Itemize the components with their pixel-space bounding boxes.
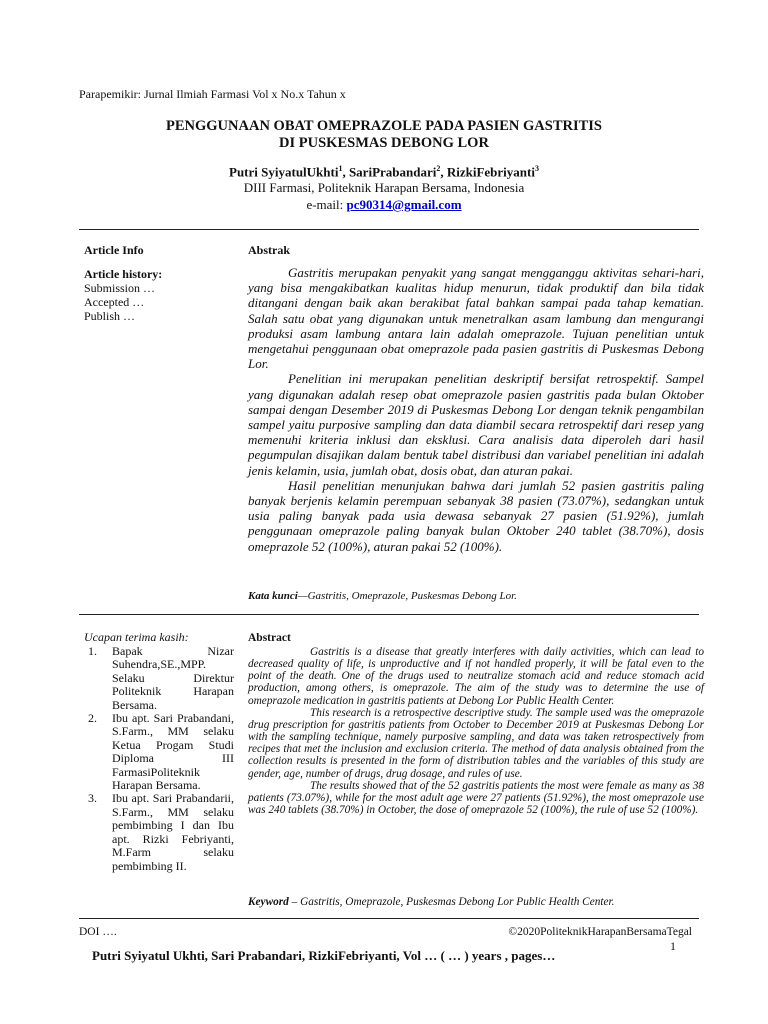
list-item xyxy=(84,792,234,872)
publish: Publish … xyxy=(84,309,136,323)
copyright: ©2020PoliteknikHarapanBersamaTegal xyxy=(508,926,692,938)
accepted: Accepted … xyxy=(84,295,145,309)
acknowledgement-title: Ucapan terima kasih: xyxy=(84,630,189,644)
abstract-paragraph-1: Gastritis is a disease that greatly interferes with daily activities, which can lead to decreased quality of life, is unproductive and if not handled properly, it will be fatal even to the point of the death. One of the drugs used to neutralize stomach acid and reduce stomach acid production, among others, is omeprazole. The aim of the study was to determine the use of omeprazole medication in gastritis patients at Debong Lor Public Health Center. xyxy=(248,646,704,707)
submission: Submission … xyxy=(84,281,156,295)
keyword-label: Keyword xyxy=(248,896,289,908)
acknowledgement-list xyxy=(84,645,234,873)
abstract-paragraph-2: This research is a retrospective descriptive study. The sample used was the omeprazole drug prescription for gastritis patients from October to December 2019 at Puskesmas Debong Lor with the sampling technique, namely purposive sampling, and data was taken retrospectively from recipes that met the inclusion and exclusion criteria. The method of data analysis obtained from the collection results is presented in the form of distribution tables and the variables of this study are gender, age, number of drugs, drug dosage, and rules of use. xyxy=(248,706,704,780)
abstract-paragraph-3: The results showed that of the 52 gastritis patients the most were female as many as 38 patients (73.07%), while for the most adult age were 27 patients (51.92%), the most omeprazole use was 240 tablets (38.70%) in October, the dose of omeprazole 52 (100%), the rule of use 52 (100%). xyxy=(248,779,704,817)
list-item xyxy=(84,712,234,792)
authors: Putri SyiyatulUkhti$^1$, SariPrabandari$^2$, RizkiFebriyanti$^3$ xyxy=(229,164,539,180)
doi: DOI …. xyxy=(79,926,117,938)
kata-kunci-label: Kata kunci xyxy=(248,590,298,602)
author-3-sup: 3 xyxy=(534,164,539,173)
list-item-number: 1. xyxy=(88,644,97,658)
abstrak-paragraph-1: Gastritis merupakan penyakit yang sangat mengganggu aktivitas sehari-hari, yang bisa mengakibatkan kualitas hidup menurun, tidak produktif dan bila tidak ditangani dengan baik akan berakibat fatal bahkan sampai pada tahap kematian. Salah satu obat yang digunakan untuk menetralkan asam lambung dan mengurangi produksi asam lambung antara lain adalah omeprazole. Tujuan penelitian untuk mengetahui penggunaan obat omeprazole pada pasien gastritis di Puskesmas Debong Lor. xyxy=(248,265,704,372)
abstrak-body xyxy=(248,265,704,554)
page-number: 1 xyxy=(670,939,676,953)
email-link[interactable]: pc90314@gmail.com xyxy=(346,197,462,212)
list-item-text: Ibu apt. Sari Prabandani, S.Farm., MM selaku Ketua Progam Studi Diploma III FarmasiPoliteknik Harapan Bersama. xyxy=(112,711,234,793)
kata-kunci-text: —Gastritis, Omeprazole, Puskesmas Debong Lor. xyxy=(297,590,517,602)
abstract-title: Abstract xyxy=(248,632,291,644)
middle-rule xyxy=(79,614,699,615)
author-1: Putri SyiyatulUkhti xyxy=(229,164,339,180)
list-item-text: Ibu apt. Sari Prabandarii, S.Farm., MM selaku pembimbing I dan Ibu apt. Rizki Febriyanti, M.Farm selaku pembimbing II. xyxy=(112,791,234,873)
keywords xyxy=(248,896,704,908)
abstrak-paragraph-2: Penelitian ini merupakan penelitian deskriptif bersifat retrospektif. Sampel yang digunakan adalah resep obat omeprazole pasien gastritis pada bulan Oktober sampai dengan Desember 2019 di Puskesmas Debong Lor dengan teknik pengambilan sampel yaitu purposive sampling dan data diambil secara retrospektif dari resep yang memenuhi kriteria inklusi dan eksklusi. Cara analisis data diperoleh dari hasil pegumpulan disajikan dalam bentuk tabel distribusi dan variabel penelitian ini adalah jenis kelamin, usia, jumlah obat, dosis obat, dan aturan pakai. xyxy=(248,371,704,478)
list-item-number: 3. xyxy=(88,791,97,806)
article-history-title: Article history: xyxy=(84,267,163,281)
list-item-text: Bapak Nizar Suhendra,SE.,MPP. Selaku Direktur Politeknik Harapan Bersama. xyxy=(112,644,234,712)
email-line xyxy=(0,197,768,213)
author-1-sup: 1 xyxy=(338,164,343,173)
title-line-2: DI PUSKESMAS DEBONG LOR xyxy=(279,135,489,151)
citation-footer: Putri Syiyatul Ukhti, Sari Prabandari, RizkiFebriyanti, Vol … ( … ) years , pages… xyxy=(92,948,556,963)
paper-title xyxy=(0,118,768,152)
bottom-rule xyxy=(79,918,699,919)
journal-header: Parapemikir: Jurnal Ilmiah Farmasi Vol x No.x Tahun x xyxy=(79,87,346,101)
top-rule xyxy=(79,229,699,230)
author-2: SariPrabandari xyxy=(348,164,437,180)
article-info-title: Article Info xyxy=(84,243,144,257)
author-2-sup: 2 xyxy=(436,164,441,173)
author-3: RizkiFebriyanti xyxy=(446,164,535,180)
abstract-body xyxy=(248,646,704,816)
abstrak-paragraph-3: Hasil penelitian menunjukan bahwa dari jumlah 52 pasien gastritis paling banyak berjenis kelamin perempuan sebanyak 38 pasien (73.07%), sedangkan untuk usia paling banyak pada usia dewasa sebanyak 27 pasien (51.92%), jumlah penggunaan omeprazole paling banyak bulan Oktober 240 tablet (38.70%), dosis omeprazole 52 (100%), aturan pakai 52 (100%). xyxy=(248,477,704,554)
affiliation: DIII Farmasi, Politeknik Harapan Bersama, Indonesia xyxy=(243,180,525,195)
list-item-number: 2. xyxy=(88,711,97,726)
email-label: e-mail: xyxy=(306,197,347,212)
abstrak-title: Abstrak xyxy=(248,243,291,257)
keyword-text: – Gastritis, Omeprazole, Puskesmas Debong Lor Public Health Center. xyxy=(288,896,615,908)
title-line-1: PENGGUNAAN OBAT OMEPRAZOLE PADA PASIEN GASTRITIS xyxy=(166,118,602,134)
kata-kunci xyxy=(248,590,704,602)
list-item xyxy=(84,645,234,712)
